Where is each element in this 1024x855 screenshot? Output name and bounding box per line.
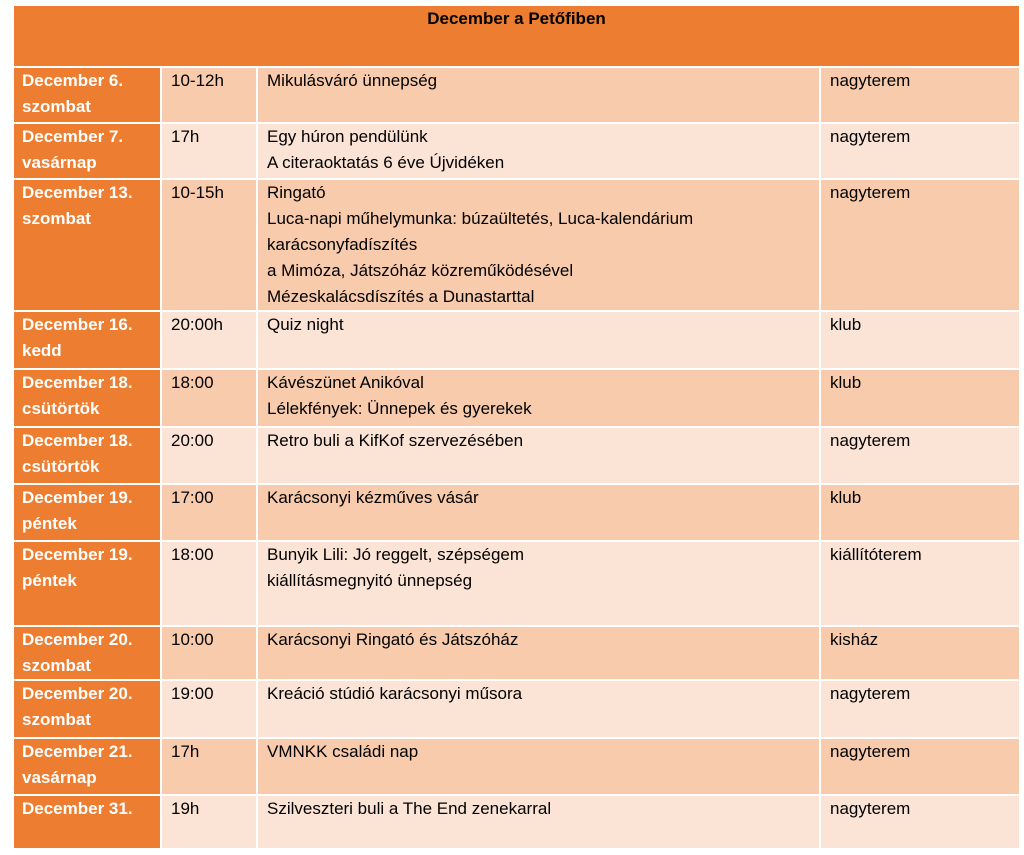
weekday-text: vasárnap <box>22 768 97 787</box>
event-line: Luca-napi műhelymunka: búzaültetés, Luca-kalendárium <box>267 209 694 228</box>
venue-cell: nagyterem <box>820 179 1020 311</box>
schedule-table <box>12 6 1021 850</box>
table-row <box>13 484 1020 541</box>
date-cell <box>13 67 161 123</box>
table-row <box>13 123 1020 179</box>
weekday-text: csütörtök <box>22 457 100 476</box>
event-line: Retro buli a KifKof szervezésében <box>267 431 524 450</box>
event-line: Mikulásváró ünnepség <box>267 71 438 90</box>
event-cell <box>257 626 820 680</box>
time-cell: 17h <box>161 738 257 795</box>
table-row <box>13 311 1020 369</box>
event-line: Kávészünet Anikóval <box>267 373 424 392</box>
date-text: December 19. <box>22 545 133 564</box>
date-text: December 20. <box>22 684 133 703</box>
time-cell: 17:00 <box>161 484 257 541</box>
event-line: Ringató <box>267 183 326 202</box>
event-line: Quiz night <box>267 315 344 334</box>
table-row <box>13 738 1020 795</box>
weekday-text: szombat <box>22 209 91 228</box>
time-cell: 18:00 <box>161 369 257 427</box>
event-cell <box>257 680 820 738</box>
venue-cell: kisház <box>820 626 1020 680</box>
event-line: Lélekfények: Ünnepek és gyerekek <box>267 399 532 418</box>
date-text: December 20. <box>22 630 133 649</box>
table-row <box>13 67 1020 123</box>
date-cell <box>13 369 161 427</box>
table-row <box>13 680 1020 738</box>
venue-cell: nagyterem <box>820 738 1020 795</box>
event-line: a Mimóza, Játszóház közreműködésével <box>267 261 574 280</box>
date-cell <box>13 179 161 311</box>
event-line: Bunyik Lili: Jó reggelt, szépségem <box>267 545 525 564</box>
date-text: December 18. <box>22 373 133 392</box>
time-cell: 10:00 <box>161 626 257 680</box>
date-cell <box>13 680 161 738</box>
table-row <box>13 427 1020 484</box>
table-row <box>13 541 1020 626</box>
date-cell <box>13 795 161 849</box>
event-line: Karácsonyi Ringató és Játszóház <box>267 630 519 649</box>
time-cell: 18:00 <box>161 541 257 626</box>
date-text: December 21. <box>22 742 133 761</box>
date-cell <box>13 626 161 680</box>
event-cell <box>257 795 820 849</box>
date-text: December 6. <box>22 71 124 90</box>
event-line: A citeraoktatás 6 éve Újvidéken <box>267 153 505 172</box>
event-cell <box>257 541 820 626</box>
time-cell: 10-12h <box>161 67 257 123</box>
weekday-text: kedd <box>22 341 62 360</box>
time-cell: 19h <box>161 795 257 849</box>
date-cell <box>13 738 161 795</box>
venue-cell: nagyterem <box>820 67 1020 123</box>
event-cell <box>257 311 820 369</box>
event-line: kiállításmegnyitó ünnepség <box>267 571 473 590</box>
weekday-text: vasárnap <box>22 153 97 172</box>
table-row <box>13 795 1020 849</box>
weekday-text: péntek <box>22 571 77 590</box>
event-line: Mézeskalácsdíszítés a Dunastarttal <box>267 287 535 306</box>
date-cell <box>13 311 161 369</box>
event-line: karácsonyfadíszítés <box>267 235 418 254</box>
title-row <box>13 6 1020 67</box>
date-cell <box>13 484 161 541</box>
schedule-rows <box>13 67 1020 849</box>
venue-cell: klub <box>820 311 1020 369</box>
weekday-text: szombat <box>22 710 91 729</box>
weekday-text: szombat <box>22 97 91 116</box>
event-cell <box>257 484 820 541</box>
date-cell <box>13 427 161 484</box>
table-row <box>13 626 1020 680</box>
date-text: December 19. <box>22 488 133 507</box>
venue-cell: nagyterem <box>820 795 1020 849</box>
event-cell <box>257 179 820 311</box>
time-cell: 20:00 <box>161 427 257 484</box>
time-cell: 17h <box>161 123 257 179</box>
time-cell: 19:00 <box>161 680 257 738</box>
event-cell <box>257 738 820 795</box>
time-cell: 20:00h <box>161 311 257 369</box>
weekday-text: csütörtök <box>22 399 100 418</box>
event-cell <box>257 67 820 123</box>
event-cell <box>257 123 820 179</box>
date-text: December 16. <box>22 315 133 334</box>
time-cell: 10-15h <box>161 179 257 311</box>
page-title: December a Petőfiben <box>13 6 1020 67</box>
venue-cell: nagyterem <box>820 123 1020 179</box>
table-row <box>13 369 1020 427</box>
event-cell <box>257 427 820 484</box>
event-cell <box>257 369 820 427</box>
venue-cell: kiállítóterem <box>820 541 1020 626</box>
date-text: December 7. <box>22 127 124 146</box>
venue-cell: klub <box>820 369 1020 427</box>
weekday-text: péntek <box>22 514 77 533</box>
venue-cell: klub <box>820 484 1020 541</box>
event-line: Szilveszteri buli a The End zenekarral <box>267 799 552 818</box>
venue-cell: nagyterem <box>820 427 1020 484</box>
venue-cell: nagyterem <box>820 680 1020 738</box>
event-line: Karácsonyi kézműves vásár <box>267 488 479 507</box>
event-line: VMNKK családi nap <box>267 742 419 761</box>
table-row <box>13 179 1020 311</box>
event-line: Kreáció stúdió karácsonyi műsora <box>267 684 523 703</box>
weekday-text: szombat <box>22 656 91 675</box>
date-cell <box>13 541 161 626</box>
date-text: December 31. <box>22 799 133 818</box>
event-line: Egy húron pendülünk <box>267 127 428 146</box>
date-text: December 18. <box>22 431 133 450</box>
date-cell <box>13 123 161 179</box>
date-text: December 13. <box>22 183 133 202</box>
